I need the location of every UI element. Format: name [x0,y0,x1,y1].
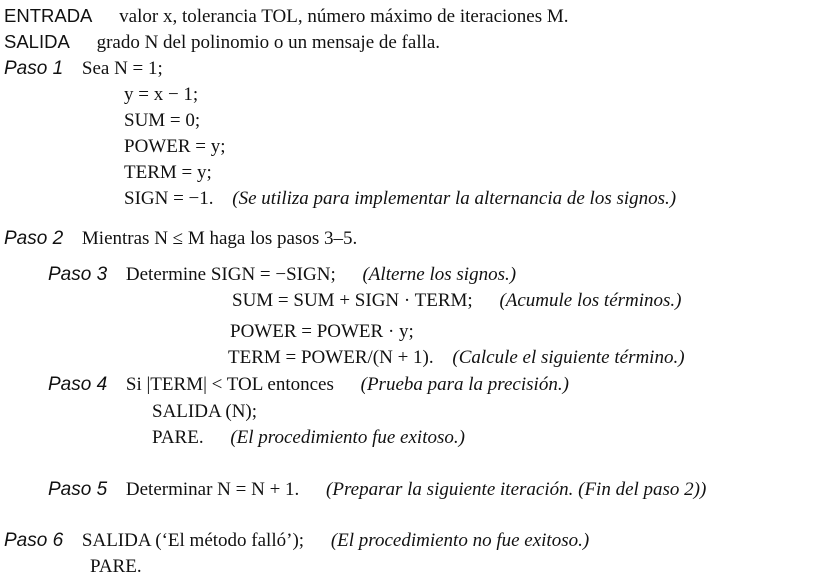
paso3-comment-4: (Calcule el siguiente término.) [452,347,685,368]
paso3-line-4 [228,346,685,370]
paso5-comment-1: (Preparar la siguiente iteración. (Fin del paso 2)) [326,479,707,500]
paso1-comment: (Se utiliza para implementar la alternancia de los signos.) [232,188,677,209]
paso6-stmt-2: PARE. [90,556,142,577]
paso3-stmt-1: Determine SIGN = −SIGN; [125,264,336,285]
paso1-stmt-3: SUM = 0; [124,110,201,131]
paso2-text: Mientras N ≤ M haga los pasos 3–5. [81,228,358,249]
paso4-stmt-1: Si |TERM| < TOL entonces [125,374,334,395]
paso1-stmt-1: Sea N = 1; [81,58,163,79]
paso3-line-1 [48,263,516,287]
paso1-line-1 [4,57,163,81]
paso3-stmt-2: SUM = SUM + SIGN · TERM; [232,290,473,311]
paso4-line-1 [48,373,569,397]
salida-label: SALIDA [4,31,70,52]
paso4-stmt-3: PARE. [152,427,204,448]
paso5-stmt-1: Determinar N = N + 1. [125,479,300,500]
paso6-stmt-1: SALIDA (‘El método falló’); [81,530,305,551]
paso3-stmt-3: POWER = POWER · y; [230,321,414,342]
paso6-label: Paso 6 [4,530,64,551]
paso1-stmt-4: POWER = y; [124,136,226,157]
paso4-line-3 [152,426,465,450]
paso4-label: Paso 4 [48,374,108,395]
entrada-label: ENTRADA [4,5,93,26]
paso1-stmt-2: y = x − 1; [124,84,199,105]
paso3-label: Paso 3 [48,264,108,285]
paso2-line [4,227,357,251]
paso1-stmt-5: TERM = y; [124,162,212,183]
entrada-text: valor x, tolerancia TOL, número máximo de iteraciones M. [119,6,569,27]
paso4-stmt-2: SALIDA (N); [152,401,258,422]
paso3-stmt-4: TERM = POWER/(N + 1). [228,347,434,368]
paso3-comment-1: (Alterne los signos.) [362,264,517,285]
paso5-label: Paso 5 [48,479,108,500]
paso3-comment-2: (Acumule los términos.) [499,290,682,311]
paso3-line-2 [232,289,682,313]
salida-text: grado N del polinomio o un mensaje de falla. [96,32,441,53]
paso6-comment-1: (El procedimiento no fue exitoso.) [330,530,590,551]
paso1-line-6 [124,187,676,211]
paso1-stmt-6: SIGN = −1. [124,188,214,209]
paso4-comment-1: (Prueba para la precisión.) [360,374,569,395]
paso2-label: Paso 2 [4,228,64,249]
paso6-line-1 [4,529,589,553]
paso1-label: Paso 1 [4,58,64,79]
paso5-line-1 [48,478,706,502]
salida-line [4,30,440,55]
entrada-line [4,4,569,29]
paso4-comment-3: (El procedimiento fue exitoso.) [230,427,465,448]
